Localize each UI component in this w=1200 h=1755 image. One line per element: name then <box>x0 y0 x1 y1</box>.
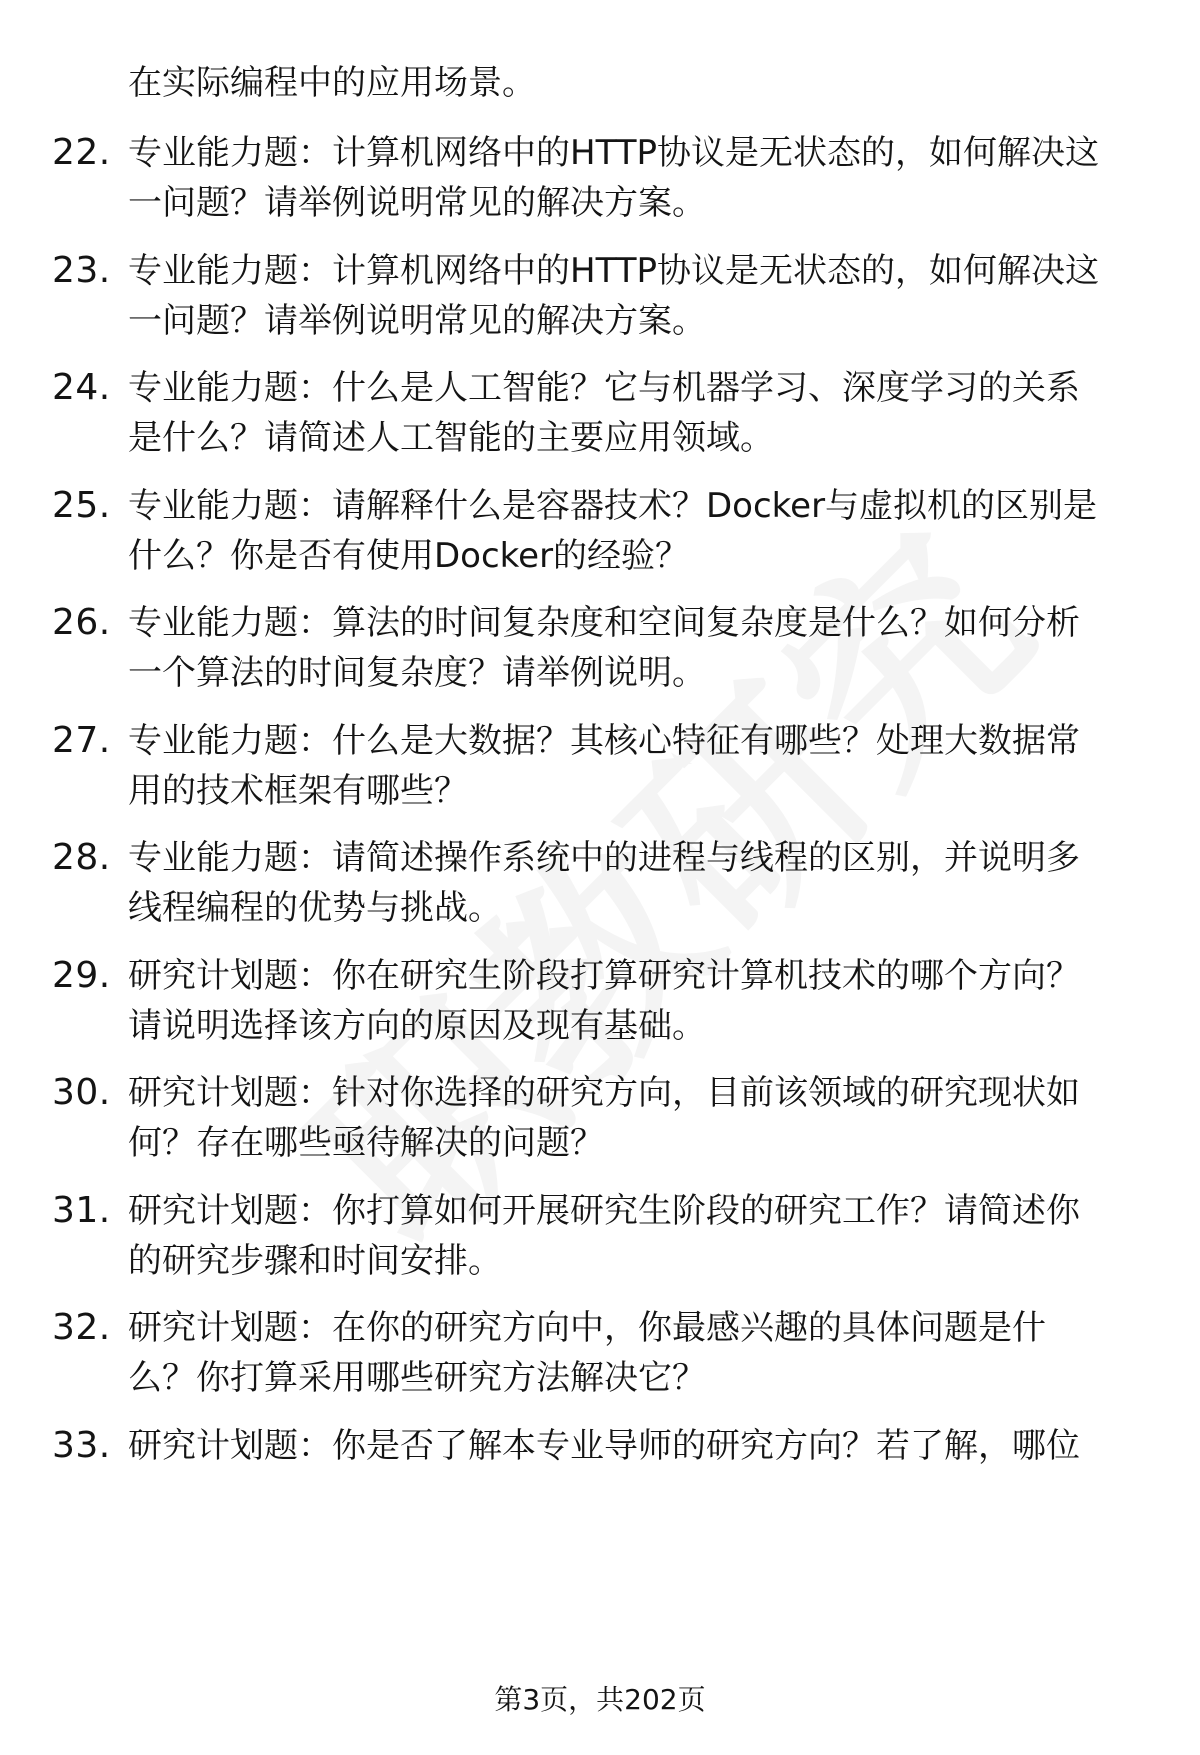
item-number: 32. <box>52 1307 111 1348</box>
item-text-line: 研究计划题：你打算如何开展研究生阶段的研究工作？请简述你 <box>128 1191 1080 1231</box>
item-text <box>128 1421 1168 1471</box>
item-text <box>128 598 1168 698</box>
item-number: 33. <box>52 1425 111 1466</box>
item-number: 24. <box>52 367 111 408</box>
item-number: 22. <box>52 132 111 173</box>
item-number: 23. <box>52 250 111 291</box>
item-text <box>128 833 1168 933</box>
item-number: 31. <box>52 1190 111 1231</box>
item-text <box>128 716 1168 816</box>
item-number: 26. <box>52 602 111 643</box>
item-text <box>128 246 1168 346</box>
item-text-line: 的研究步骤和时间安排。 <box>128 1241 502 1281</box>
item-text-line: 何？存在哪些亟待解决的问题？ <box>128 1123 604 1163</box>
intro-text <box>128 58 1168 108</box>
item-text <box>128 1303 1168 1403</box>
item-text-line: 是什么？请简述人工智能的主要应用领域。 <box>128 418 774 458</box>
item-text-line: 专业能力题：请简述操作系统中的进程与线程的区别，并说明多 <box>128 838 1080 878</box>
item-text-line: 一问题？请举例说明常见的解决方案。 <box>128 183 706 223</box>
item-text-line: 研究计划题：你在研究生阶段打算研究计算机技术的哪个方向？ <box>128 956 1080 996</box>
item-text <box>128 128 1168 228</box>
item-text-line: 研究计划题：你是否了解本专业导师的研究方向？若了解，哪位 <box>128 1426 1080 1466</box>
item-text-line: 线程编程的优势与挑战。 <box>128 888 502 928</box>
item-number: 28. <box>52 837 111 878</box>
item-text <box>128 363 1168 463</box>
item-text <box>128 951 1168 1051</box>
item-text-line: 研究计划题：针对你选择的研究方向，目前该领域的研究现状如 <box>128 1073 1080 1113</box>
item-text-line: 专业能力题：什么是人工智能？它与机器学习、深度学习的关系 <box>128 368 1080 408</box>
item-text-line: 专业能力题：计算机网络中的HTTP协议是无状态的，如何解决这 <box>128 133 1100 173</box>
item-text-line: 专业能力题：计算机网络中的HTTP协议是无状态的，如何解决这 <box>128 251 1100 291</box>
item-number: 27. <box>52 720 111 761</box>
item-text <box>128 481 1168 581</box>
item-text-line: 一问题？请举例说明常见的解决方案。 <box>128 301 706 341</box>
item-text-line: 研究计划题：在你的研究方向中，你最感兴趣的具体问题是什 <box>128 1308 1046 1348</box>
item-number: 30. <box>52 1072 111 1113</box>
item-text-line: 一个算法的时间复杂度？请举例说明。 <box>128 653 706 693</box>
page-footer: 第3页，共202页 <box>494 1683 706 1716</box>
item-text-line: 专业能力题：什么是大数据？其核心特征有哪些？处理大数据常 <box>128 721 1080 761</box>
item-text <box>128 1186 1168 1286</box>
item-text-line: 请说明选择该方向的原因及现有基础。 <box>128 1006 706 1046</box>
item-text <box>128 1068 1168 1168</box>
item-text-line: 么？你打算采用哪些研究方法解决它？ <box>128 1358 706 1398</box>
item-text-line: 什么？你是否有使用Docker的经验？ <box>128 536 690 576</box>
item-text-line: 专业能力题：算法的时间复杂度和空间复杂度是什么？如何分析 <box>128 603 1080 643</box>
intro-line: 在实际编程中的应用场景。 <box>128 63 536 103</box>
item-text-line: 专业能力题：请解释什么是容器技术？Docker与虚拟机的区别是 <box>128 486 1098 526</box>
item-number: 29. <box>52 955 111 996</box>
item-text-line: 用的技术框架有哪些？ <box>128 771 468 811</box>
item-number: 25. <box>52 485 111 526</box>
